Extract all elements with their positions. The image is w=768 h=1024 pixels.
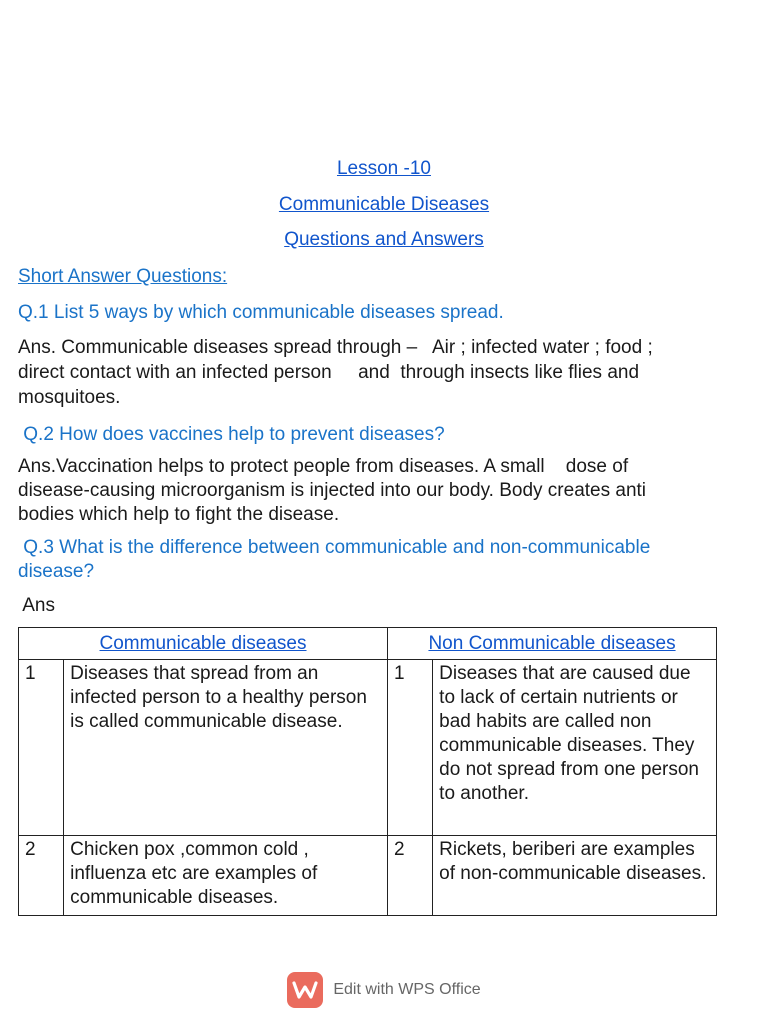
- comparison-table: [18, 627, 717, 916]
- table-row: [19, 836, 717, 916]
- header-non-communicable: [388, 628, 717, 660]
- header-communicable-label[interactable]: Communicable diseases: [99, 632, 307, 654]
- wps-w-logo-icon: [287, 972, 323, 1008]
- q3-answer-label: Ans: [18, 595, 55, 616]
- q2-answer-line: disease-causing microorganism is injected into our body. Body creates anti: [18, 480, 647, 501]
- header-non-communicable-label[interactable]: Non Communicable diseases: [428, 632, 676, 654]
- q3-question-line: disease?: [18, 561, 95, 582]
- q1-answer-line: direct contact with an infected person and through insects like flies and: [18, 362, 640, 383]
- row-number: 2: [19, 836, 64, 916]
- row-number: 1: [19, 660, 64, 836]
- section-title: Short Answer Questions:: [18, 266, 228, 287]
- q1-answer: [18, 335, 738, 410]
- q2-answer-line: bodies which help to fight the disease.: [18, 504, 340, 525]
- lesson-title[interactable]: Lesson -10: [336, 158, 431, 179]
- row-number: 1: [388, 660, 433, 836]
- subtitle[interactable]: Questions and Answers: [284, 229, 484, 250]
- q3-question-line: Q.3 What is the difference between communicable and non-communicable: [18, 537, 651, 558]
- table-header-row: [19, 628, 717, 660]
- q2-question: Q.2 How does vaccines help to prevent diseases?: [18, 424, 445, 445]
- q1-answer-line: Ans. Communicable diseases spread through – Air ; infected water ; food ;: [18, 337, 653, 358]
- chapter-title[interactable]: Communicable Diseases: [278, 194, 490, 215]
- q1-answer-line: mosquitoes.: [18, 387, 121, 408]
- q2-answer-line: Ans.Vaccination helps to protect people from diseases. A small dose of: [18, 456, 629, 477]
- q3-question: [18, 536, 738, 584]
- header-communicable: [19, 628, 388, 660]
- row-number: 2: [388, 836, 433, 916]
- wps-edit-banner[interactable]: [0, 972, 768, 1008]
- cell-text: Chicken pox ,common cold , influenza etc are examples of communicable diseases.: [64, 836, 388, 916]
- table-row: [19, 660, 717, 836]
- cell-text: Diseases that spread from an infected person to a healthy person is called communicable disease.: [64, 660, 388, 836]
- wps-edit-label[interactable]: Edit with WPS Office: [333, 981, 481, 998]
- q2-answer: [18, 455, 738, 527]
- cell-text: Diseases that are caused due to lack of certain nutrients or bad habits are called non communicable diseases. They do not spread from one person to another.: [433, 660, 717, 836]
- cell-text: Rickets, beriberi are examples of non-communicable diseases.: [433, 836, 717, 916]
- q1-question: Q.1 List 5 ways by which communicable diseases spread.: [18, 302, 504, 323]
